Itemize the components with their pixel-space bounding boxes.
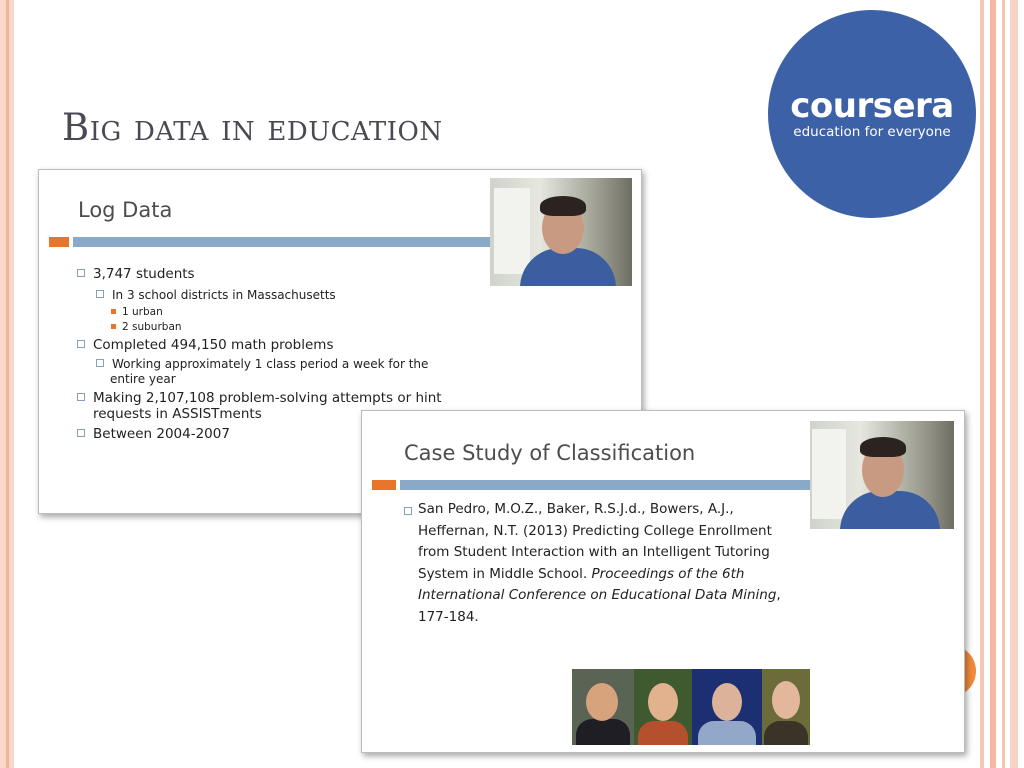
bullet-item: entire year — [110, 372, 176, 386]
bullet-item: Making 2,107,108 problem-solving attempts or hint — [77, 390, 442, 407]
bullet-item: 3,747 students — [77, 266, 195, 283]
right-decorative-stripes — [980, 0, 1024, 768]
presenter-video — [490, 178, 632, 286]
bullet-item: 1 urban — [111, 304, 163, 321]
slide-heading: Case Study of Classification — [404, 441, 696, 465]
bullet-item: Completed 494,150 math problems — [77, 337, 334, 354]
author-photo — [572, 669, 634, 745]
slide-case-study — [361, 410, 965, 753]
bullet-item: Working approximately 1 class period a week for the — [96, 356, 428, 373]
heading-accent — [49, 237, 69, 247]
bullet-item: In 3 school districts in Massachusetts — [96, 287, 336, 304]
heading-accent — [372, 480, 396, 490]
bullet-item: Between 2004-2007 — [77, 426, 230, 443]
author-photo — [634, 669, 692, 745]
coursera-logo — [768, 10, 976, 218]
author-photo — [762, 669, 810, 745]
author-photo — [692, 669, 762, 745]
slide-heading: Log Data — [78, 198, 173, 222]
presenter-video — [810, 421, 954, 529]
reference-citation: San Pedro, M.O.Z., Baker, R.S.J.d., Bowers, A.J., Heffernan, N.T. (2013) Predicting College Enrollment from Student Interaction with an Intelligent Tutoring System in Middle School. Proceedings of the 6th International Conference on Educational Data Mining, 177-184. — [418, 499, 798, 628]
heading-rule — [73, 237, 493, 247]
bullet-item: requests in ASSISTments — [93, 406, 262, 422]
bullet-item: 2 suburban — [111, 319, 182, 336]
left-decorative-border — [0, 0, 14, 768]
logo-wordmark: coursera — [790, 86, 954, 126]
page-title: Big data in education — [62, 106, 443, 149]
heading-rule — [400, 480, 810, 490]
logo-tagline: education for everyone — [793, 124, 951, 140]
